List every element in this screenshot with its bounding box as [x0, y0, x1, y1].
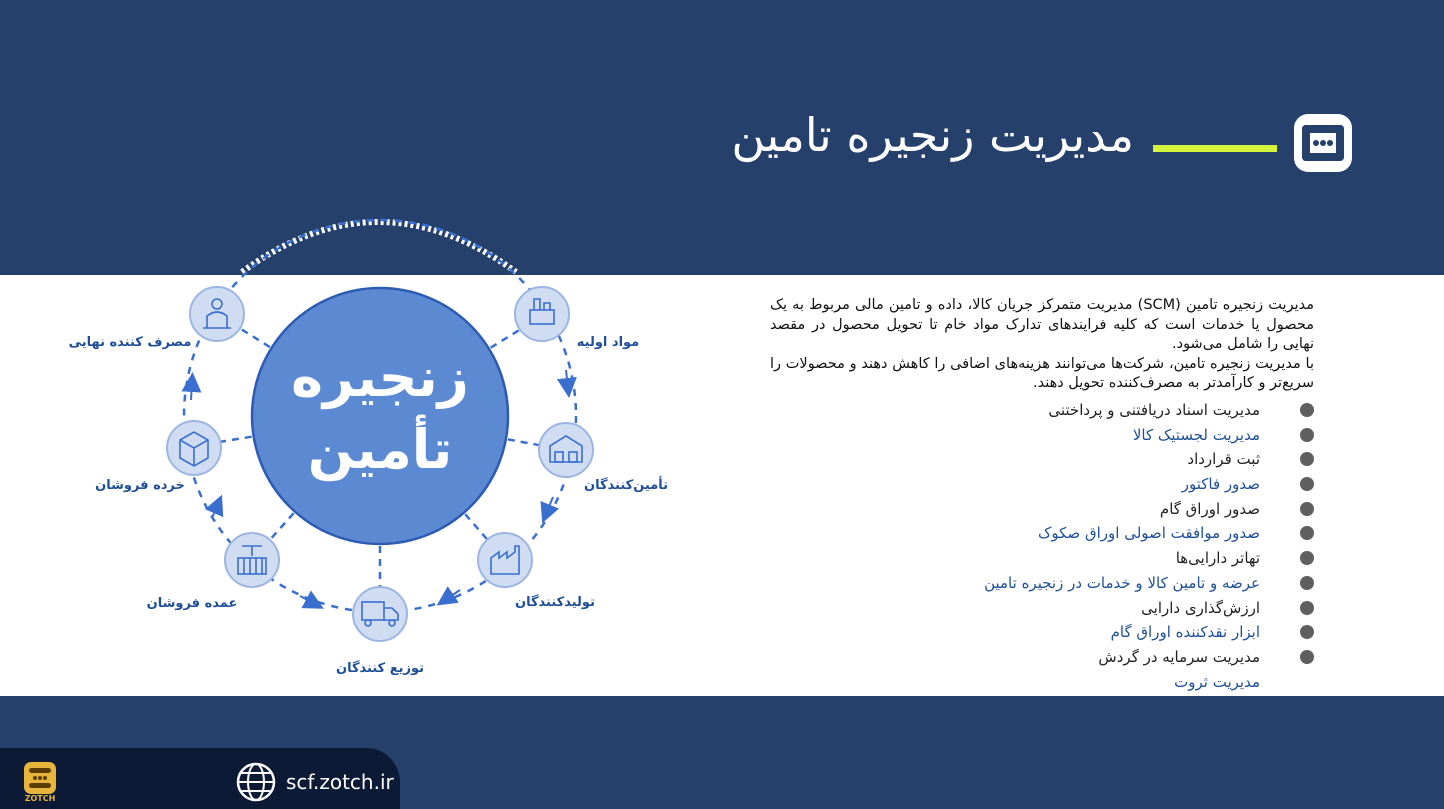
list-item: [900, 620, 1320, 645]
list-item: [900, 546, 1320, 571]
description-paragraph: با مدیریت زنجیره تامین، شرکت‌ها می‌توانند هزینه‌های اضافی را کاهش دهند و محصولات را سریع‌تر و کارآمدتر به مصرف‌کننده تحویل دهند.: [770, 355, 1314, 391]
list-item-label: مدیریت اسناد دریافتنی و پرداختنی: [1048, 401, 1260, 419]
footer-logo-text: ZOTCH: [24, 794, 56, 803]
list-item-label: ارزش‌گذاری دارایی: [1141, 598, 1260, 617]
list-item-label: صدور اوراق گام: [1159, 499, 1260, 518]
node-end-consumer: [69, 287, 244, 350]
description-paragraph: مدیریت زنجیره تامین (SCM) مدیریت متمرکز جریان کالا، داده و تامین مالی مربوط به یک محصول یا خدمات است که کلیه فرایندهای تدارک مواد خام تا تحویل محصول در مقصد نهایی را شامل می‌شود.: [770, 297, 1314, 352]
node-label: خرده فروشان: [95, 478, 185, 493]
arrow-icon: [191, 382, 192, 400]
node-label: عمده فروشان: [146, 596, 238, 611]
list-item: [900, 497, 1320, 522]
center-label-line2: تأمین: [307, 418, 453, 481]
list-item-label: مدیریت ثروت: [1174, 672, 1260, 691]
node-suppliers: [539, 423, 668, 493]
node-label: تولیدکنندگان: [515, 595, 595, 610]
zotch-logo-icon: [1294, 114, 1352, 172]
bullet-icon: [1300, 625, 1314, 639]
node-label: مصرف کننده نهایی: [68, 335, 192, 350]
arrow-icon: [566, 370, 568, 388]
center-circle: [252, 288, 508, 544]
accent-line: [1153, 145, 1277, 152]
node-manufacturers: [478, 533, 595, 610]
list-item: [900, 596, 1320, 621]
bullet-icon: [1300, 601, 1314, 615]
list-item-label: صدور موافقت اصولی اوراق صکوک: [1038, 524, 1260, 543]
node-label: مواد اولیه: [576, 335, 640, 350]
list-item: [900, 571, 1320, 596]
bullet-icon: [1300, 428, 1314, 442]
node-label: توزیع کنندگان: [335, 661, 425, 676]
list-item-label: صدور فاکتور: [1181, 475, 1260, 494]
bullet-icon: [1300, 502, 1314, 516]
list-item: [900, 670, 1320, 695]
bullet-icon: [1300, 576, 1314, 590]
node-retailers: [95, 421, 221, 493]
pearl-arc: [242, 222, 516, 272]
supply-chain-diagram: [0, 200, 720, 690]
description: [770, 296, 1314, 394]
website-link[interactable]: scf.zotch.ir: [286, 770, 394, 794]
list-item: [900, 472, 1320, 497]
list-item-label: ثبت قرارداد: [1187, 450, 1260, 469]
list-item: [900, 521, 1320, 546]
list-item-label: عرضه و تامین کالا و خدمات در زنجیره تامین: [984, 573, 1260, 592]
list-item-label: ابزار نقدکننده اوراق گام: [1110, 623, 1260, 642]
list-item: [900, 645, 1320, 670]
list-item-label: مدیریت لجستیک کالا: [1132, 425, 1260, 444]
bullet-icon: [1300, 650, 1314, 664]
node-distributors: [336, 587, 424, 676]
arrow-icon: [212, 504, 218, 518]
bullet-icon: [1300, 452, 1314, 466]
bullet-icon: [1300, 403, 1314, 417]
footer-logo-icon: [24, 762, 56, 794]
bullet-icon: [1300, 526, 1314, 540]
node-label: تأمین‌کنندگان: [583, 478, 669, 493]
center-label-line1: زنجیره: [291, 346, 469, 409]
feature-list: [900, 398, 1320, 694]
node-raw-materials: [515, 287, 639, 350]
bullet-icon: [1300, 551, 1314, 565]
list-item-label: تهاتر دارایی‌ها: [1175, 549, 1260, 568]
list-item: [900, 423, 1320, 448]
list-item: [900, 447, 1320, 472]
page-title: مدیریت زنجیره تامین: [731, 108, 1134, 162]
list-item-label: مدیریت سرمایه در گردش: [1098, 647, 1260, 666]
list-item: [900, 398, 1320, 423]
bullet-icon: [1300, 477, 1314, 491]
globe-icon[interactable]: [236, 762, 276, 802]
zotch-logo: [1294, 114, 1352, 172]
node-wholesalers: [147, 533, 279, 611]
